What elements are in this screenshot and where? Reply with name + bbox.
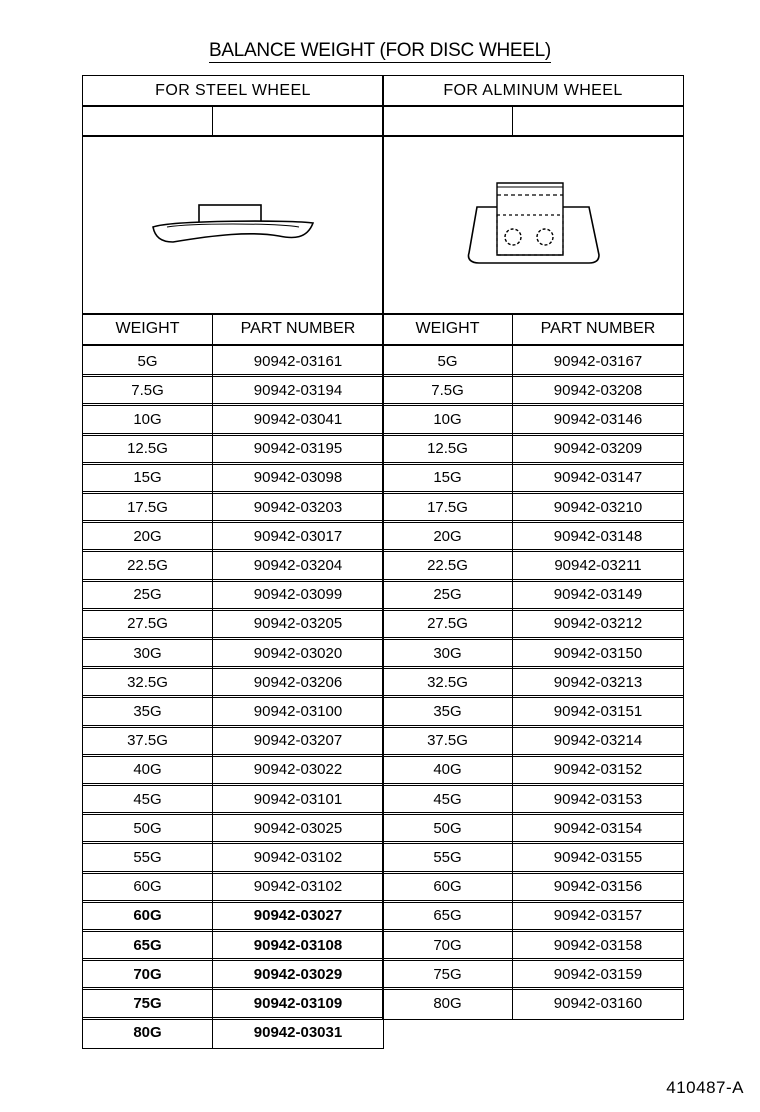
aluminum-table-row bbox=[382, 345, 684, 377]
steel-weight-cell: 15G bbox=[83, 463, 213, 493]
steel-part-number-cell: 90942-03203 bbox=[253, 498, 343, 516]
steel-part-number-cell: 90942-03195 bbox=[253, 440, 343, 458]
aluminum-weight-col-label: WEIGHT bbox=[383, 314, 513, 344]
steel-table-row bbox=[82, 608, 384, 640]
aluminum-table-row bbox=[382, 520, 684, 552]
aluminum-part-number-cell: 90942-03153 bbox=[553, 790, 643, 808]
aluminum-weight-image-box bbox=[382, 135, 684, 315]
steel-weight-cell: 10G bbox=[83, 404, 213, 434]
aluminum-table-row bbox=[382, 958, 684, 990]
aluminum-part-number-cell: 90942-03147 bbox=[553, 469, 643, 487]
steel-part-number-cell: 90942-03109 bbox=[253, 994, 343, 1012]
steel-weight-cell: 80G bbox=[83, 1018, 213, 1048]
aluminum-part-number-cell: 90942-03167 bbox=[553, 352, 643, 370]
aluminum-weight-cell: 35G bbox=[383, 696, 513, 726]
steel-part-number-cell: 90942-03101 bbox=[253, 790, 343, 808]
aluminum-weight-cell: 17.5G bbox=[383, 492, 513, 522]
aluminum-part-number-cell: 90942-03148 bbox=[553, 527, 643, 545]
steel-weight-cell: 17.5G bbox=[83, 492, 213, 522]
steel-part-number-cell: 90942-03102 bbox=[253, 848, 343, 866]
figure-code: 410487-A bbox=[666, 1078, 744, 1097]
steel-table-row bbox=[82, 491, 384, 523]
steel-part-number-cell: 90942-03020 bbox=[253, 644, 343, 662]
steel-part-number-cell: 90942-03099 bbox=[253, 586, 343, 604]
steel-table-row bbox=[82, 374, 384, 406]
steel-weight-cell: 32.5G bbox=[83, 667, 213, 697]
aluminum-weight-cell: 40G bbox=[383, 755, 513, 785]
steel-part-number-cell: 90942-03017 bbox=[253, 527, 343, 545]
steel-part-number-cell: 90942-03029 bbox=[253, 965, 343, 983]
aluminum-table-row bbox=[382, 462, 684, 494]
aluminum-part-number-cell: 90942-03214 bbox=[553, 732, 643, 750]
aluminum-weight-cell: 37.5G bbox=[383, 726, 513, 756]
steel-wheel-header: FOR STEEL WHEEL bbox=[82, 75, 384, 107]
aluminum-weight-cell: 20G bbox=[383, 521, 513, 551]
steel-part-number-cell: 90942-03027 bbox=[253, 907, 343, 925]
steel-table-row bbox=[82, 403, 384, 435]
steel-table-row bbox=[82, 520, 384, 552]
aluminum-clip-weight-icon bbox=[463, 175, 603, 275]
aluminum-weight-cell: 15G bbox=[383, 463, 513, 493]
steel-table-row bbox=[82, 812, 384, 844]
aluminum-table-row bbox=[382, 783, 684, 815]
aluminum-part-number-cell: 90942-03154 bbox=[553, 819, 643, 837]
aluminum-column-header bbox=[382, 313, 684, 345]
steel-weight-cell: 75G bbox=[83, 988, 213, 1018]
steel-table-row bbox=[82, 433, 384, 465]
steel-part-number-cell: 90942-03207 bbox=[253, 732, 343, 750]
steel-table-row bbox=[82, 695, 384, 727]
aluminum-table-row bbox=[382, 987, 684, 1019]
aluminum-part-number-cell: 90942-03150 bbox=[553, 644, 643, 662]
aluminum-part-number-cell: 90942-03151 bbox=[553, 702, 643, 720]
steel-part-number-cell: 90942-03108 bbox=[253, 936, 343, 954]
aluminum-weight-cell: 60G bbox=[383, 872, 513, 902]
steel-weight-cell: 5G bbox=[83, 346, 213, 376]
aluminum-table-row bbox=[382, 579, 684, 611]
aluminum-weight-cell: 32.5G bbox=[383, 667, 513, 697]
aluminum-table-row bbox=[382, 433, 684, 465]
steel-weight-cell: 35G bbox=[83, 696, 213, 726]
steel-weight-cell: 27.5G bbox=[83, 609, 213, 639]
steel-part-number-cell: 90942-03206 bbox=[253, 673, 343, 691]
aluminum-table-row bbox=[382, 403, 684, 435]
aluminum-part-number-cell: 90942-03155 bbox=[553, 848, 643, 866]
aluminum-blank-row bbox=[382, 105, 684, 137]
steel-table-row bbox=[82, 987, 384, 1019]
steel-weight-cell: 50G bbox=[83, 813, 213, 843]
aluminum-table-row bbox=[382, 637, 684, 669]
steel-table-row bbox=[82, 462, 384, 494]
steel-weight-cell: 70G bbox=[83, 959, 213, 989]
aluminum-table-row bbox=[382, 695, 684, 727]
aluminum-table-row bbox=[382, 666, 684, 698]
steel-table-row bbox=[82, 929, 384, 961]
steel-part-number-cell: 90942-03204 bbox=[253, 556, 343, 574]
aluminum-table-row bbox=[382, 929, 684, 961]
steel-table-row bbox=[82, 900, 384, 932]
steel-table-row bbox=[82, 345, 384, 377]
steel-weight-cell: 30G bbox=[83, 638, 213, 668]
steel-weight-cell: 25G bbox=[83, 580, 213, 610]
aluminum-part-number-cell: 90942-03211 bbox=[554, 556, 642, 574]
aluminum-table-row bbox=[382, 812, 684, 844]
aluminum-part-number-cell: 90942-03146 bbox=[553, 410, 643, 428]
aluminum-weight-cell: 55G bbox=[383, 842, 513, 872]
steel-part-number-cell: 90942-03194 bbox=[253, 381, 343, 399]
steel-weight-cell: 60G bbox=[83, 901, 213, 931]
steel-part-number-cell: 90942-03025 bbox=[253, 819, 343, 837]
aluminum-part-number-cell: 90942-03213 bbox=[553, 673, 643, 691]
steel-weight-cell: 45G bbox=[83, 784, 213, 814]
steel-table-row bbox=[82, 754, 384, 786]
steel-part-number-cell: 90942-03022 bbox=[253, 761, 343, 779]
steel-table-row bbox=[82, 871, 384, 903]
aluminum-part-number-cell: 90942-03149 bbox=[553, 586, 643, 604]
steel-weight-cell: 37.5G bbox=[83, 726, 213, 756]
aluminum-part-number-cell: 90942-03158 bbox=[553, 936, 643, 954]
aluminum-part-number-cell: 90942-03210 bbox=[553, 498, 643, 516]
aluminum-weight-cell: 70G bbox=[383, 930, 513, 960]
steel-table-row bbox=[82, 549, 384, 581]
aluminum-part-number-cell: 90942-03152 bbox=[553, 761, 643, 779]
aluminum-weight-cell: 10G bbox=[383, 404, 513, 434]
steel-part-number-cell: 90942-03161 bbox=[253, 352, 343, 370]
aluminum-weight-cell: 30G bbox=[383, 638, 513, 668]
steel-table-row bbox=[82, 783, 384, 815]
steel-weight-cell: 40G bbox=[83, 755, 213, 785]
steel-table-row bbox=[82, 841, 384, 873]
steel-column-header bbox=[82, 313, 384, 345]
aluminum-weight-cell: 5G bbox=[383, 346, 513, 376]
aluminum-weight-cell: 50G bbox=[383, 813, 513, 843]
steel-part-number-cell: 90942-03102 bbox=[253, 878, 343, 896]
aluminum-weight-cell: 25G bbox=[383, 580, 513, 610]
steel-weight-cell: 55G bbox=[83, 842, 213, 872]
steel-weight-col-label: WEIGHT bbox=[83, 314, 213, 344]
steel-table-row bbox=[82, 666, 384, 698]
aluminum-weight-cell: 27.5G bbox=[383, 609, 513, 639]
aluminum-part-number-cell: 90942-03208 bbox=[553, 381, 643, 399]
aluminum-part-number-cell: 90942-03157 bbox=[553, 907, 643, 925]
aluminum-part-number-cell: 90942-03212 bbox=[553, 615, 643, 633]
steel-weight-cell: 65G bbox=[83, 930, 213, 960]
aluminum-table-row bbox=[382, 841, 684, 873]
steel-table-row bbox=[82, 1017, 384, 1049]
page-title: BALANCE WEIGHT (FOR DISC WHEEL) bbox=[209, 40, 551, 61]
aluminum-weight-cell: 7.5G bbox=[383, 375, 513, 405]
steel-table-row bbox=[82, 725, 384, 757]
steel-weight-cell: 20G bbox=[83, 521, 213, 551]
steel-part-number-cell: 90942-03031 bbox=[253, 1024, 343, 1042]
aluminum-part-number-cell: 90942-03159 bbox=[553, 965, 643, 983]
aluminum-wheel-header: FOR ALMINUM WHEEL bbox=[382, 75, 684, 107]
aluminum-part-number-cell: 90942-03156 bbox=[553, 878, 643, 896]
steel-weight-cell: 7.5G bbox=[83, 375, 213, 405]
aluminum-table-row bbox=[382, 754, 684, 786]
aluminum-table-row bbox=[382, 900, 684, 932]
steel-table-row bbox=[82, 637, 384, 669]
steel-table-row bbox=[82, 579, 384, 611]
steel-part-number-cell: 90942-03098 bbox=[253, 469, 343, 487]
aluminum-weight-cell: 65G bbox=[383, 901, 513, 931]
aluminum-part-col-label: PART NUMBER bbox=[540, 320, 656, 337]
aluminum-part-number-cell: 90942-03160 bbox=[553, 994, 643, 1012]
aluminum-table-row bbox=[382, 549, 684, 581]
aluminum-table-row bbox=[382, 491, 684, 523]
aluminum-table-row bbox=[382, 871, 684, 903]
steel-part-number-cell: 90942-03041 bbox=[253, 410, 343, 428]
aluminum-weight-cell: 22.5G bbox=[383, 550, 513, 580]
aluminum-weight-cell: 75G bbox=[383, 959, 513, 989]
aluminum-weight-cell: 12.5G bbox=[383, 434, 513, 464]
steel-part-number-cell: 90942-03100 bbox=[253, 702, 343, 720]
aluminum-weight-cell: 80G bbox=[383, 988, 513, 1018]
steel-weight-cell: 12.5G bbox=[83, 434, 213, 464]
aluminum-table-row bbox=[382, 725, 684, 757]
steel-clip-weight-icon bbox=[143, 195, 323, 255]
steel-table-row bbox=[82, 958, 384, 990]
steel-weight-cell: 22.5G bbox=[83, 550, 213, 580]
steel-weight-cell: 60G bbox=[83, 872, 213, 902]
steel-blank-row bbox=[82, 105, 384, 137]
steel-weight-image-box bbox=[82, 135, 384, 315]
steel-part-col-label: PART NUMBER bbox=[240, 320, 356, 337]
aluminum-table-row bbox=[382, 608, 684, 640]
aluminum-table-row bbox=[382, 374, 684, 406]
aluminum-weight-cell: 45G bbox=[383, 784, 513, 814]
aluminum-part-number-cell: 90942-03209 bbox=[553, 440, 643, 458]
steel-part-number-cell: 90942-03205 bbox=[253, 615, 343, 633]
